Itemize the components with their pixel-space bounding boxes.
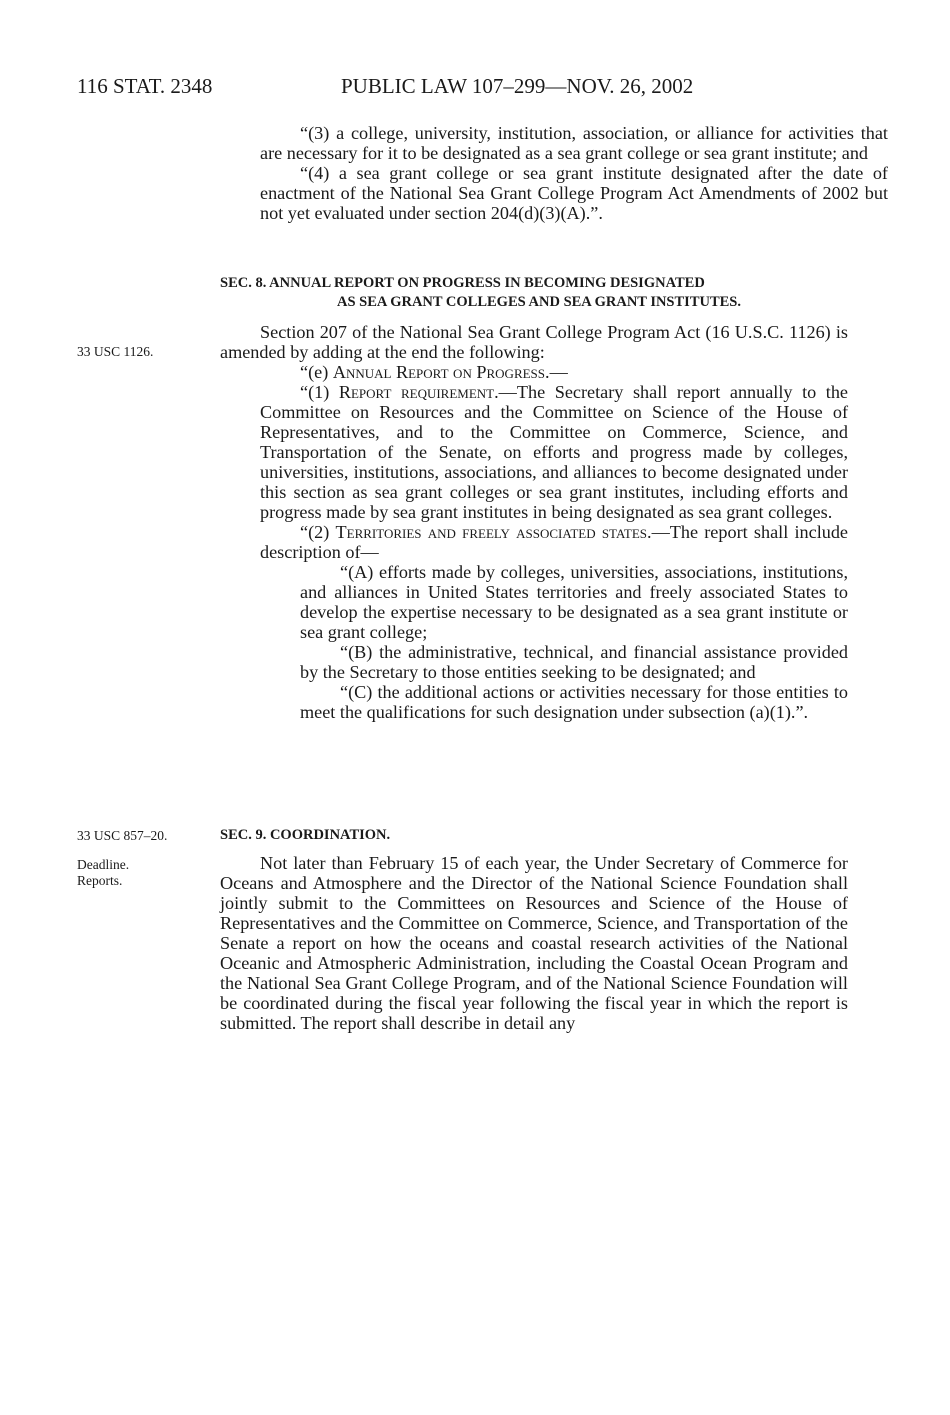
- para-2: [260, 522, 848, 562]
- sec9-text: Not later than February 15 of each year, the Under Secretary of Commerce for Oceans and Atmosphere and the Director of the National Science Foundation shall jointly submit to the Committees on Resources and Science of the House of Representatives and the Committee on Commerce, Science, and Transportation of the Senate a report on how the oceans and coastal research activities of the National Oceanic and Atmospheric Administration, including the Coastal Ocean Program and the National Sea Grant College Program, and of the National Science Foundation will be coordinated during the fiscal year following the fiscal year in which the report is submitted. The report shall describe in detail any: [220, 853, 848, 1033]
- sec8-body: [220, 322, 848, 722]
- margin-note-deadline: Deadline.: [77, 857, 130, 872]
- continued-list: [220, 123, 888, 223]
- para-1-title: Report requirement: [338, 382, 495, 402]
- para-2-title: Territories and freely associated states: [335, 522, 648, 542]
- margin-note-usc-1126: 33 USC 1126.: [77, 344, 154, 359]
- subpara-a: “(A) efforts made by colleges, universities, associations, institutions, and alliances in United States territories and freely associated States to develop the expertise necessary to be designated as a sea grant institute or sea grant college;: [300, 562, 848, 642]
- sec9-heading: SEC. 9. COORDINATION.: [220, 827, 391, 843]
- subsec-e-title: Annual Report on Progress: [332, 362, 546, 382]
- page-number: 116 STAT. 2348: [77, 74, 213, 98]
- sec8-intro: Section 207 of the National Sea Grant College Program Act (16 U.S.C. 1126) is amended by adding at the end the following:: [220, 322, 848, 362]
- subsec-e-heading: [260, 362, 848, 382]
- para-1-text: .—The Secretary shall report annually to the Committee on Resources and the Committee on Science of the House of Representatives, and to the Committee on Commerce, Science, and Transportation of the Senate, on efforts and progress made by colleges, universities, institutions, associations, and alliances to become designated under this section as sea grant colleges or sea grant institutes, including efforts and progress made by sea grant institutes in being designated as sea grant colleges.: [260, 382, 849, 522]
- para-2-text: .—The report shall include description of—: [260, 522, 849, 562]
- sec9-body: [220, 853, 848, 1033]
- item-3: “(3) a college, university, institution, association, or alliance for activities that are necessary for it to be designated as a sea grant college or sea grant institute; and: [260, 123, 888, 163]
- para-1: [260, 382, 848, 522]
- margin-note-usc-857: 33 USC 857–20.: [77, 828, 168, 843]
- page-header: [77, 74, 857, 100]
- subpara-b: “(B) the administrative, technical, and financial assistance provided by the Secretary to those entities seeking to be designated; and: [300, 642, 848, 682]
- subsec-e-suffix: .—: [545, 362, 568, 382]
- sec8-heading-line2: AS SEA GRANT COLLEGES AND SEA GRANT INSTITUTES.: [337, 294, 741, 310]
- para-2-prefix: “(2): [300, 522, 336, 542]
- margin-note-reports: Reports.: [77, 873, 123, 888]
- subsec-e-prefix: “(e): [300, 362, 333, 382]
- sec8-heading-line1: SEC. 8. ANNUAL REPORT ON PROGRESS IN BECOMING DESIGNATED: [220, 275, 705, 291]
- sec8-heading: [220, 274, 848, 312]
- subpara-c: “(C) the additional actions or activities necessary for those entities to meet the qualifications for such designation under subsection (a)(1).”.: [300, 682, 848, 722]
- running-head: PUBLIC LAW 107–299—NOV. 26, 2002: [341, 74, 694, 98]
- item-4: “(4) a sea grant college or sea grant institute designated after the date of enactment of the National Sea Grant College Program Act Amendments of 2002 but not yet evaluated under section 204(d)(3)(A).”.: [260, 163, 888, 223]
- para-1-prefix: “(1): [300, 382, 339, 402]
